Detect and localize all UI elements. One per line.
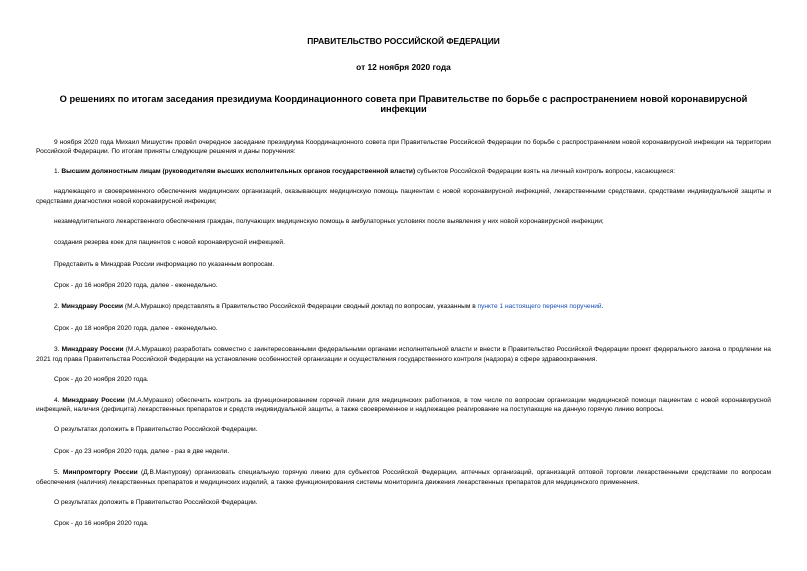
item-1-sub-1: надлежащего и своевременного обеспечения медицинских организаций, оказывающих медицинскую помощь пациентам с новой коронавирусной инфекцией, лекарственными средствами, средствами индивидуальной защиты и средствами диагностики новой коронавирусной инфекции; — [36, 188, 771, 205]
item-4-report: О результатах доложить в Правительство Российской Федерации. — [54, 426, 258, 434]
item-4-number: 4. — [54, 397, 63, 405]
item-1-addressee: Высшим должностным лицам (руководителям высших исполнительных органов государственной власти) — [61, 168, 416, 176]
item-1-reference-link[interactable]: пункте 1 настоящего перечня поручений — [477, 303, 602, 311]
item-5-addressee: Минпромторгу России — [62, 469, 138, 477]
item-2-paragraph — [36, 302, 771, 311]
item-1-sub-2: незамедлительного лекарственного обеспечения граждан, получающих медицинскую помощь в амбулаторных условиях после выявления у них новой коронавирусной инфекции; — [54, 217, 604, 225]
item-4-paragraph — [36, 396, 771, 415]
item-4-text: (М.А.Мурашко) обеспечить контроль за функционированием горячей линии для медицинских работников, в том числе по вопросам организации медицинской помощи пациентам с новой коронавирусной инфекцией, наличия (дефицита) лекарственных препаратов и средств индивидуальной защиты, а также своевременное и надлежащее реагирование на поступающие на данную горячую линию вопросы. — [36, 397, 771, 414]
item-1-number: 1. — [54, 168, 62, 176]
document-organization: ПРАВИТЕЛЬСТВО РОССИЙСКОЙ ФЕДЕРАЦИИ — [307, 36, 500, 46]
item-3-paragraph — [36, 345, 771, 364]
document-body — [36, 138, 771, 529]
item-1-text: субъектов Российской Федерации взять на личный контроль вопросы, касающиеся: — [415, 168, 676, 176]
item-5-deadline: Срок - до 16 ноября 2020 года. — [54, 520, 149, 528]
item-5-report: О результатах доложить в Правительство Российской Федерации. — [54, 498, 258, 506]
item-4-deadline: Срок - до 23 ноября 2020 года, далее - раз в две недели. — [54, 447, 230, 455]
item-3-text: (М.А.Мурашко) разработать совместно с заинтересованными федеральными органами исполнительной власти и внести в Правительство Российской Федерации проект федерального закона о продлении на 2021 год права Правительства Российской Федерации на установление особенностей организации и осуществления государственного контроля (надзора) в сфере здравоохранения. — [36, 346, 771, 363]
item-2-text-end: . — [601, 303, 604, 311]
document-title: О решениях по итогам заседания президиума Координационного совета при Правительстве по борьбе с распространением новой коронавирусной инфекции — [59, 94, 748, 114]
item-2-addressee: Минздраву России — [61, 303, 124, 311]
item-5-number: 5. — [54, 469, 63, 477]
item-4-addressee: Минздраву России — [62, 397, 125, 405]
item-1-sub-3: создания резерва коек для пациентов с новой коронавирусной инфекцией. — [54, 239, 285, 247]
item-2-number: 2. — [54, 303, 62, 311]
document-date: от 12 ноября 2020 года — [356, 62, 451, 72]
intro-paragraph: 9 ноября 2020 года Михаил Мишустин провёл очередное заседание президиума Координационного совета при Правительстве Российской Федерации по борьбе с распространением новой коронавирусной инфекции на территории Российской Федерации. По итогам приняты следующие решения и даны поручения: — [36, 139, 771, 156]
item-3-deadline: Срок - до 20 ноября 2020 года. — [54, 375, 149, 383]
item-5-text: (Д.В.Мантурову) организовать специальную горячую линию для субъектов Российской Федерации, аптечных организаций, организаций оптовой торговли лекарственными средствами по вопросам обеспечения (наличия) лекарственных препаратов и медицинских изделий, а также функционирования системы мониторинга движения лекарственных препаратов для медицинского применения. — [36, 469, 771, 486]
item-5-paragraph — [36, 468, 771, 487]
item-3-number: 3. — [54, 346, 62, 354]
item-2-deadline: Срок - до 18 ноября 2020 года, далее - еженедельно. — [54, 324, 218, 332]
item-1-paragraph — [36, 167, 771, 176]
item-3-addressee: Минздраву России — [61, 346, 124, 354]
item-1-deadline: Срок - до 16 ноября 2020 года, далее - еженедельно. — [54, 282, 218, 290]
item-2-text: (М.А.Мурашко) представлять в Правительство Российской Федерации сводный доклад по вопросам, указанным в — [123, 303, 478, 311]
item-1-report: Представить в Минздрав России информацию по указанным вопросам. — [54, 260, 275, 268]
